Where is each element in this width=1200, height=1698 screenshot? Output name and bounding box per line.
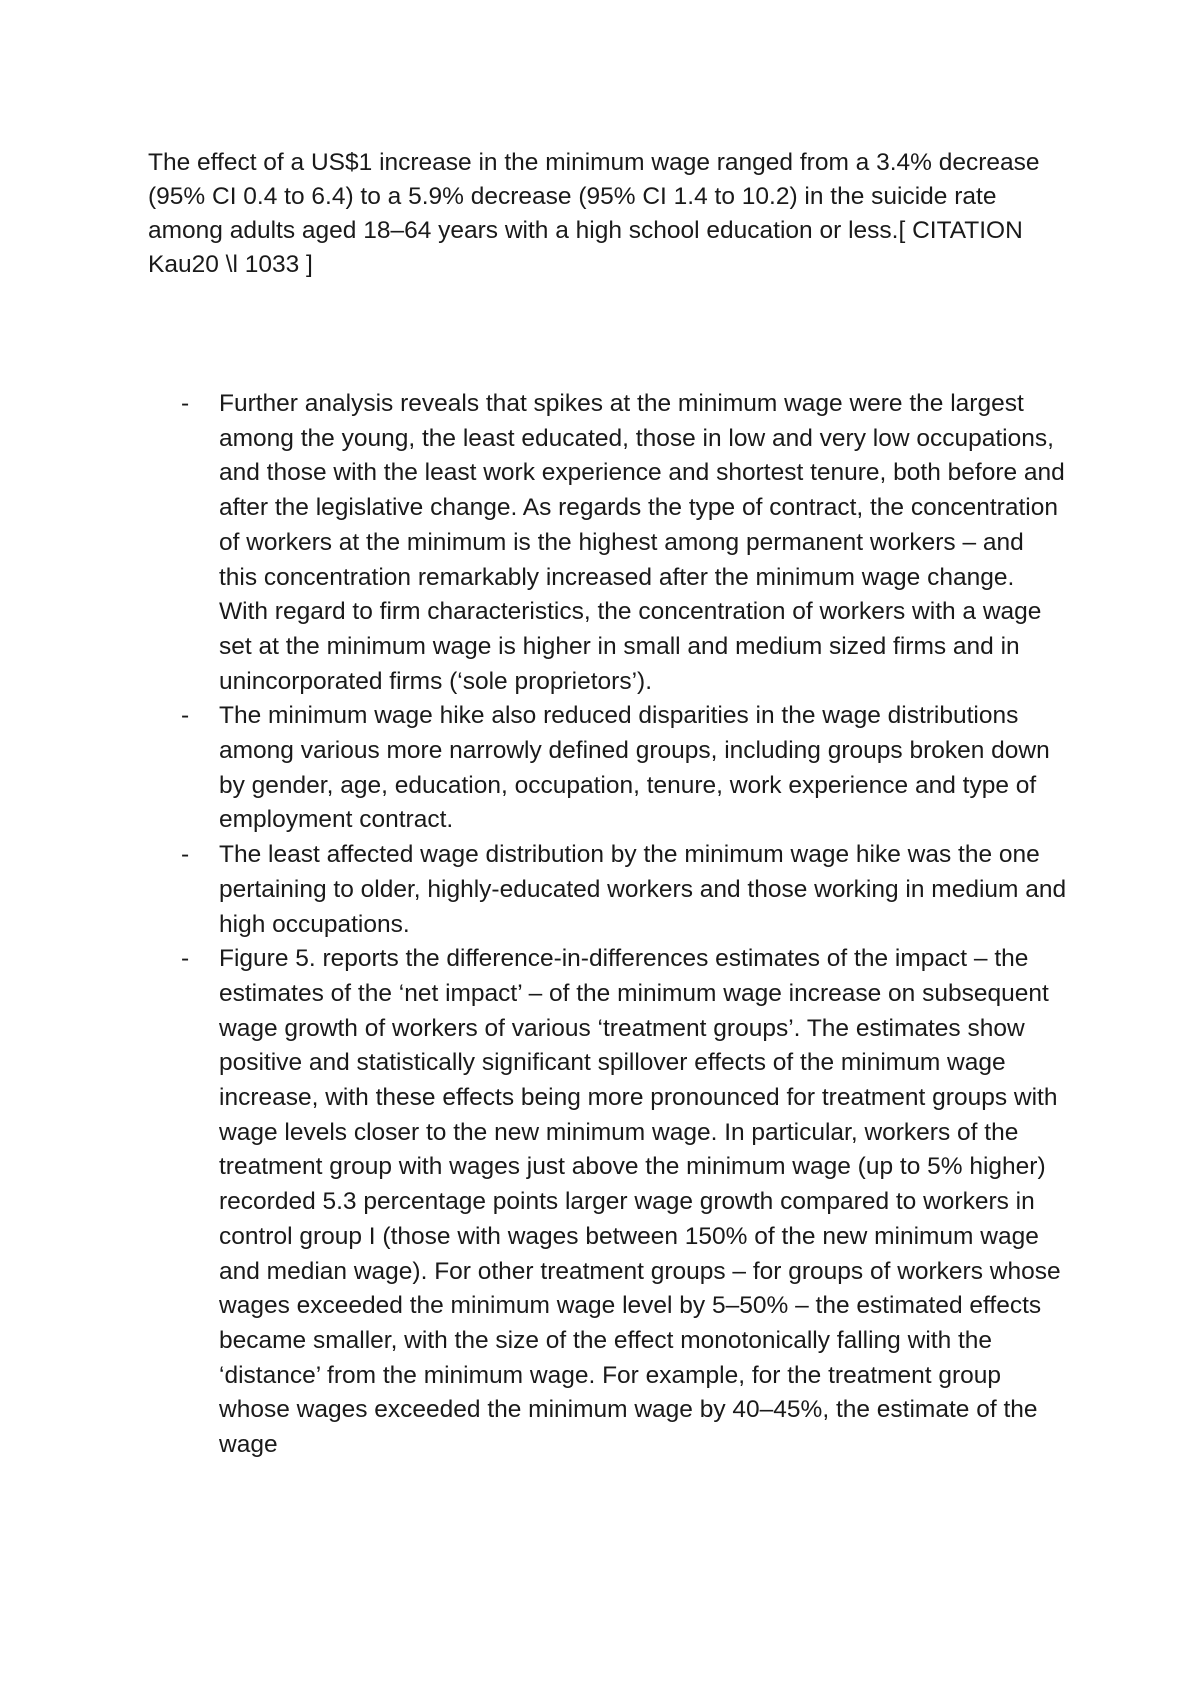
list-item <box>148 838 1068 942</box>
list-item <box>148 699 1068 838</box>
bullet-marker: - <box>181 390 190 417</box>
bullet-marker: - <box>181 841 190 869</box>
list-item <box>148 387 1068 699</box>
bullet-text: The minimum wage hike also reduced disparities in the wage distributions among various more narrowly defined groups, including groups broken down by gender, age, education, occupation, tenure, work experience and type of employment contract. <box>219 702 1050 834</box>
bullet-text: The least affected wage distribution by the minimum wage hike was the one pertaining to older, highly-educated workers and those working in medium and high occupations. <box>219 841 1067 938</box>
list-item <box>148 942 1068 1463</box>
bullet-marker: - <box>181 945 190 973</box>
bullet-text: Further analysis reveals that spikes at the minimum wage were the largest among the young, the least educated, those in low and very low occupations, and those with the least work experience and shortest tenure, both before and after the legislative change. As regards the type of contract, the concentration of workers at the minimum is the highest among permanent workers – and this concentration remarkably increased after the minimum wage change. With regard to firm characteristics, the concentration of workers with a wage set at the minimum wage is higher in small and medium sized firms and in unincorporated firms (‘sole proprietors’). <box>219 390 1065 695</box>
bullet-marker: - <box>181 702 190 730</box>
intro-paragraph: The effect of a US$1 increase in the minimum wage ranged from a 3.4% decrease (95% CI 0.4 to 6.4) to a 5.9% decrease (95% CI 1.4 to 10.2) in the suicide rate among adults aged 18–64 years with a high school education or less.[ CITATION Kau20 \l 1033 ] <box>148 149 1040 278</box>
bullet-text: Figure 5. reports the difference-in-differences estimates of the impact – the estimates of the ‘net impact’ – of the minimum wage increase on subsequent wage growth of workers of various ‘treatment groups’. The estimates show positive and statistically significant spillover effects of the minimum wage increase, with these effects being more pronounced for treatment groups with wage levels closer to the new minimum wage. In particular, workers of the treatment group with wages just above the minimum wage (up to 5% higher) recorded 5.3 percentage points larger wage growth compared to workers in control group I (those with wages between 150% of the new minimum wage and median wage). For other treatment groups – for groups of workers whose wages exceeded the minimum wage level by 5–50% – the estimated effects became smaller, with the size of the effect monotonically falling with the ‘distance’ from the minimum wage. For example, for the treatment group whose wages exceeded the minimum wage by 40–45%, the estimate of the wage <box>219 945 1061 1459</box>
bullet-list <box>148 387 1068 1463</box>
